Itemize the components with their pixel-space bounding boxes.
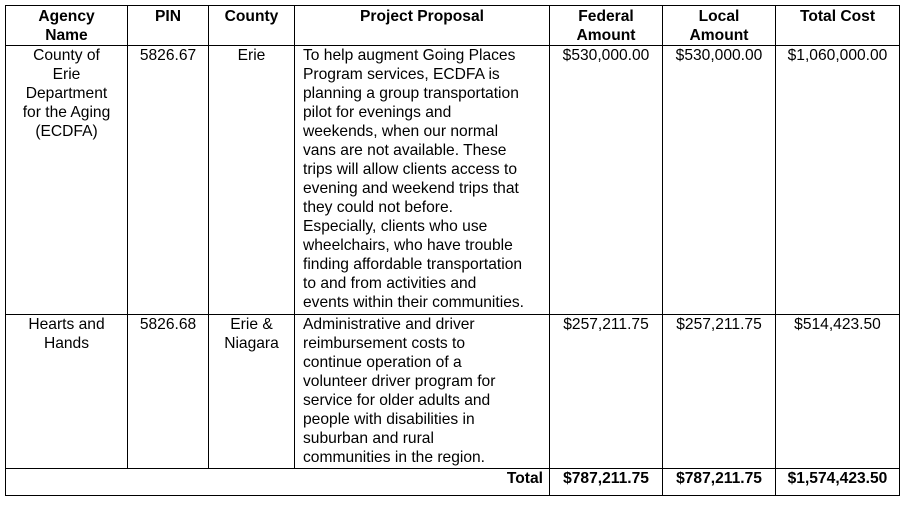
header-agency-name: Agency Name (6, 6, 128, 46)
header-county: County (209, 6, 295, 46)
total-cost-cell: $1,060,000.00 (776, 46, 900, 315)
total-local-amount: $787,211.75 (663, 469, 776, 496)
county-cell: Erie & Niagara (209, 315, 295, 469)
table-row (6, 46, 900, 315)
local-amount-cell: $530,000.00 (663, 46, 776, 315)
county-cell: Erie (209, 46, 295, 315)
header-federal-amount: Federal Amount (550, 6, 663, 46)
project-proposal-cell: To help augment Going Places Program services, ECDFA is planning a group transportation pilot for evenings and weekends, when our normal vans are not available. These trips will allow clients access to evening and weekend trips that they could not before. Especially, clients who use wheelchairs, who have trouble finding affordable transportation to and from activities and events within their communities. (295, 46, 550, 315)
agency-name-cell: County of Erie Department for the Aging (ECDFA) (6, 46, 128, 315)
totals-row (6, 469, 900, 496)
federal-amount-cell: $530,000.00 (550, 46, 663, 315)
grand-total-cost: $1,574,423.50 (776, 469, 900, 496)
total-federal-amount: $787,211.75 (550, 469, 663, 496)
header-local-amount: Local Amount (663, 6, 776, 46)
pin-cell: 5826.67 (128, 46, 209, 315)
project-proposal-cell: Administrative and driver reimbursement costs to continue operation of a volunteer driver program for service for older adults and people with disabilities in suburban and rural communities in the region. (295, 315, 550, 469)
header-row (6, 6, 900, 46)
total-label: Total (6, 469, 550, 496)
header-project-proposal: Project Proposal (295, 6, 550, 46)
table-row (6, 315, 900, 469)
pin-cell: 5826.68 (128, 315, 209, 469)
funding-table (5, 5, 900, 496)
header-pin: PIN (128, 6, 209, 46)
header-total-cost: Total Cost (776, 6, 900, 46)
total-cost-cell: $514,423.50 (776, 315, 900, 469)
local-amount-cell: $257,211.75 (663, 315, 776, 469)
federal-amount-cell: $257,211.75 (550, 315, 663, 469)
agency-name-cell: Hearts and Hands (6, 315, 128, 469)
